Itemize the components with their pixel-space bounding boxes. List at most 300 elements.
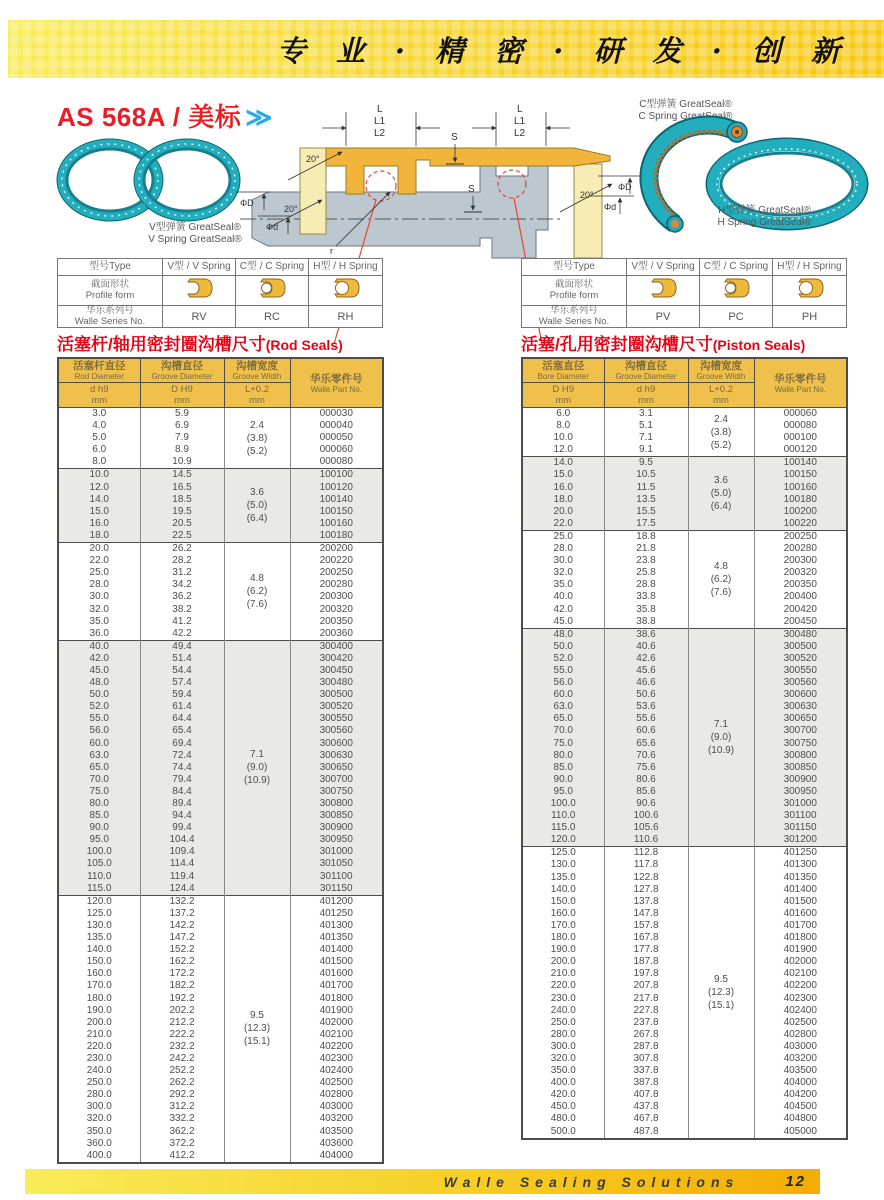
table-row	[58, 1126, 383, 1138]
table-row	[522, 762, 847, 774]
profile-header-v: V型 / V Spring	[627, 259, 700, 276]
diameter-cell: 8.0	[58, 456, 140, 469]
groove-diameter-cell: 227.8	[604, 1005, 688, 1017]
diameter-cell: 140.0	[58, 944, 140, 956]
table-row	[58, 579, 383, 591]
part-no-cell: 200400	[754, 591, 847, 603]
diameter-cell: 130.0	[58, 920, 140, 932]
diameter-cell: 120.0	[58, 895, 140, 908]
table-row	[58, 640, 383, 653]
diameter-cell: 36.0	[58, 628, 140, 641]
diameter-cell: 110.0	[58, 871, 140, 883]
part-no-cell: 402300	[754, 993, 847, 1005]
table-row	[522, 469, 847, 481]
size-group	[58, 543, 383, 641]
groove-diameter-cell: 25.8	[604, 567, 688, 579]
diameter-cell: 75.0	[58, 786, 140, 798]
groove-diameter-cell: 65.4	[140, 725, 224, 737]
table-row	[58, 956, 383, 968]
table-row	[522, 884, 847, 896]
size-group	[522, 457, 847, 531]
c-spring-caption-cn: C型弹簧 GreatSeal®	[639, 99, 732, 110]
table-row	[58, 980, 383, 992]
groove-diameter-cell: 9.1	[604, 444, 688, 457]
diameter-cell: 105.0	[58, 858, 140, 870]
diameter-cell: 280.0	[522, 1029, 604, 1041]
part-no-cell: 300800	[754, 750, 847, 762]
table-row	[522, 482, 847, 494]
diameter-cell: 80.0	[522, 750, 604, 762]
groove-diameter-cell: 79.4	[140, 774, 224, 786]
diameter-cell: 56.0	[522, 677, 604, 689]
diameter-cell: 135.0	[522, 872, 604, 884]
phi-d-left: ΦD	[240, 198, 254, 208]
groove-diameter-cell: 222.2	[140, 1029, 224, 1041]
groove-diameter-cell: 50.6	[604, 689, 688, 701]
part-no-cell: 300550	[290, 713, 383, 725]
part-no-cell: 100150	[754, 469, 847, 481]
diameter-cell: 60.0	[58, 738, 140, 750]
table-row	[522, 628, 847, 641]
table-row	[522, 1029, 847, 1041]
table-row	[58, 993, 383, 1005]
h-spring-caption-en: H Spring GreatSeal®	[717, 217, 812, 228]
part-no-cell: 000080	[754, 420, 847, 432]
groove-diameter-cell: 6.9	[140, 420, 224, 432]
table-row	[522, 420, 847, 432]
groove-diameter-cell: 84.4	[140, 786, 224, 798]
groove-diameter-cell: 60.6	[604, 725, 688, 737]
table-row	[58, 932, 383, 944]
diameter-cell: 90.0	[522, 774, 604, 786]
table-row	[58, 762, 383, 774]
groove-diameter-cell: 172.2	[140, 968, 224, 980]
piston-seals-title-en: (Piston Seals)	[712, 337, 806, 353]
column-subheader: L+0.2 mm	[224, 383, 290, 408]
table-row	[522, 408, 847, 421]
table-row	[522, 518, 847, 531]
groove-diameter-cell: 137.8	[604, 896, 688, 908]
table-row	[58, 1041, 383, 1053]
groove-diameter-cell: 110.6	[604, 834, 688, 847]
table-row	[522, 1077, 847, 1089]
diameter-cell: 90.0	[58, 822, 140, 834]
part-no-cell: 300500	[290, 689, 383, 701]
groove-diameter-cell: 18.8	[604, 530, 688, 543]
part-no-cell: 200220	[290, 555, 383, 567]
diameter-cell: 500.0	[522, 1126, 604, 1139]
diameter-cell: 320.0	[58, 1113, 140, 1125]
table-row	[58, 920, 383, 932]
series-ph: PH	[773, 306, 847, 328]
table-row	[522, 579, 847, 591]
part-no-cell: 401800	[754, 932, 847, 944]
banner-slogan: 专 业 · 精 密 · 研 发 · 创 新	[276, 33, 850, 68]
part-no-cell: 200300	[290, 591, 383, 603]
table-row	[58, 469, 383, 482]
groove-diameter-cell: 104.4	[140, 834, 224, 846]
groove-diameter-cell: 45.6	[604, 665, 688, 677]
groove-diameter-cell: 51.4	[140, 653, 224, 665]
diameter-cell: 180.0	[58, 993, 140, 1005]
table-row	[522, 701, 847, 713]
part-no-cell: 402100	[754, 968, 847, 980]
part-no-cell: 401700	[754, 920, 847, 932]
groove-diameter-cell: 217.8	[604, 993, 688, 1005]
table-row	[58, 883, 383, 896]
v-profile-icon	[184, 276, 214, 300]
part-no-cell: 403200	[290, 1113, 383, 1125]
part-no-cell: 200200	[290, 543, 383, 556]
groove-diameter-cell: 41.2	[140, 616, 224, 628]
profile-form-en: Profile form	[549, 289, 599, 301]
part-no-cell: 200250	[290, 567, 383, 579]
table-row	[522, 810, 847, 822]
groove-diameter-cell: 437.8	[604, 1101, 688, 1113]
groove-width-cell: 7.1 (9.0) (10.9)	[688, 628, 754, 847]
diameter-cell: 6.0	[58, 444, 140, 456]
groove-diameter-cell: 38.8	[604, 616, 688, 629]
groove-diameter-cell: 34.2	[140, 579, 224, 591]
part-no-cell: 300630	[290, 750, 383, 762]
table-row	[522, 530, 847, 543]
table-row	[522, 786, 847, 798]
groove-diameter-cell: 207.8	[604, 980, 688, 992]
groove-diameter-cell: 152.2	[140, 944, 224, 956]
part-no-cell: 000080	[290, 456, 383, 469]
part-no-cell: 402800	[290, 1089, 383, 1101]
groove-diameter-cell: 26.2	[140, 543, 224, 556]
part-no-cell: 404200	[754, 1089, 847, 1101]
profile-header-h: H型 / H Spring	[309, 259, 383, 276]
table-row	[58, 653, 383, 665]
table-row	[58, 482, 383, 494]
diameter-cell: 4.0	[58, 420, 140, 432]
groove-width-cell: 4.8 (6.2) (7.6)	[688, 530, 754, 628]
table-row	[58, 420, 383, 432]
groove-diameter-cell: 11.5	[604, 482, 688, 494]
part-no-cell: 200280	[754, 543, 847, 555]
groove-diameter-cell: 105.6	[604, 822, 688, 834]
series-rc: RC	[236, 306, 309, 328]
table-row	[58, 1113, 383, 1125]
diameter-cell: 240.0	[58, 1065, 140, 1077]
table-row	[58, 444, 383, 456]
part-no-cell: 401900	[290, 1005, 383, 1017]
part-no-cell: 000060	[290, 444, 383, 456]
groove-width-cell: 7.1 (9.0) (10.9)	[224, 640, 290, 895]
part-no-cell: 402300	[290, 1053, 383, 1065]
profile-form-label	[522, 276, 627, 306]
diameter-cell: 25.0	[58, 567, 140, 579]
rod-seals-title	[57, 330, 343, 355]
groove-diameter-cell: 124.4	[140, 883, 224, 896]
column-header: 沟槽直径 Groove Diameter	[604, 358, 688, 383]
groove-diameter-cell: 487.8	[604, 1126, 688, 1139]
c-profile-icon	[721, 276, 751, 300]
part-no-cell: 401200	[290, 895, 383, 908]
groove-diameter-cell: 292.2	[140, 1089, 224, 1101]
groove-diameter-cell: 13.5	[604, 494, 688, 506]
groove-diameter-cell: 19.5	[140, 506, 224, 518]
v-spring-caption-cn: V型弹簧 GreatSeal®	[149, 222, 241, 233]
part-no-cell: 300850	[290, 810, 383, 822]
table-row	[58, 689, 383, 701]
diameter-cell: 22.0	[58, 555, 140, 567]
part-no-cell: 300560	[290, 725, 383, 737]
phi-d-small-right: Φd	[604, 202, 617, 212]
groove-diameter-cell: 33.8	[604, 591, 688, 603]
table-row	[522, 494, 847, 506]
groove-diameter-cell: 237.8	[604, 1017, 688, 1029]
groove-width-cell: 3.6 (5.0) (6.4)	[224, 469, 290, 543]
table-row	[522, 543, 847, 555]
table-row	[58, 1029, 383, 1041]
table-row	[522, 1005, 847, 1017]
size-group	[522, 530, 847, 628]
diameter-cell: 230.0	[522, 993, 604, 1005]
size-group	[58, 469, 383, 543]
part-no-cell: 405000	[754, 1126, 847, 1139]
table-row	[522, 956, 847, 968]
table-row	[58, 908, 383, 920]
table-row	[522, 555, 847, 567]
groove-width-cell: 9.5 (12.3) (15.1)	[224, 895, 290, 1163]
part-no-cell: 100160	[290, 518, 383, 530]
part-no-cell: 300400	[290, 640, 383, 653]
table-row	[522, 653, 847, 665]
groove-diameter-cell: 7.9	[140, 432, 224, 444]
table-row	[58, 1101, 383, 1113]
series-no-label	[58, 306, 163, 328]
part-no-cell: 402500	[290, 1077, 383, 1089]
groove-diameter-cell: 109.4	[140, 846, 224, 858]
part-no-cell: 300650	[290, 762, 383, 774]
diameter-cell: 250.0	[522, 1017, 604, 1029]
part-no-cell: 403200	[754, 1053, 847, 1065]
part-no-cell: 300700	[290, 774, 383, 786]
column-header: 沟槽宽度 Groove Width	[688, 358, 754, 383]
groove-diameter-cell: 262.2	[140, 1077, 224, 1089]
table-row	[58, 1053, 383, 1065]
part-no-cell: 403600	[290, 1138, 383, 1150]
table-row	[58, 834, 383, 846]
diameter-cell: 28.0	[58, 579, 140, 591]
diameter-cell: 450.0	[522, 1101, 604, 1113]
part-no-cell: 402000	[290, 1017, 383, 1029]
part-no-cell: 300950	[754, 786, 847, 798]
groove-diameter-cell: 3.1	[604, 408, 688, 421]
diameter-cell: 110.0	[522, 810, 604, 822]
diameter-cell: 190.0	[58, 1005, 140, 1017]
groove-diameter-cell: 80.6	[604, 774, 688, 786]
diameter-cell: 48.0	[522, 628, 604, 641]
part-no-cell: 100140	[754, 457, 847, 470]
groove-diameter-cell: 16.5	[140, 482, 224, 494]
diameter-cell: 10.0	[522, 432, 604, 444]
groove-diameter-cell: 74.4	[140, 762, 224, 774]
groove-width-cell: 2.4 (3.8) (5.2)	[688, 408, 754, 457]
series-pc: PC	[700, 306, 773, 328]
groove-diameter-cell: 332.2	[140, 1113, 224, 1125]
diameter-cell: 170.0	[522, 920, 604, 932]
table-row	[522, 750, 847, 762]
diameter-cell: 300.0	[522, 1041, 604, 1053]
part-no-cell: 100150	[290, 506, 383, 518]
part-no-cell: 100120	[290, 482, 383, 494]
diameter-cell: 95.0	[58, 834, 140, 846]
groove-diameter-cell: 147.8	[604, 908, 688, 920]
diameter-cell: 3.0	[58, 408, 140, 421]
table-row	[522, 847, 847, 860]
table-row	[522, 725, 847, 737]
part-no-cell: 301100	[290, 871, 383, 883]
part-no-cell: 403500	[754, 1065, 847, 1077]
part-no-cell: 401800	[290, 993, 383, 1005]
table-row	[58, 1017, 383, 1029]
groove-diameter-cell: 61.4	[140, 701, 224, 713]
groove-diameter-cell: 38.6	[604, 628, 688, 641]
part-no-cell: 200420	[754, 604, 847, 616]
table-row	[522, 993, 847, 1005]
title-arrows-icon: ≫	[245, 102, 273, 132]
series-rv: RV	[163, 306, 236, 328]
groove-diameter-cell: 65.6	[604, 738, 688, 750]
diameter-cell: 63.0	[58, 750, 140, 762]
table-row	[522, 896, 847, 908]
groove-diameter-cell: 40.6	[604, 641, 688, 653]
dim-label-l1-2nd: L1	[514, 116, 526, 127]
diameter-cell: 180.0	[522, 932, 604, 944]
part-no-cell: 000120	[754, 444, 847, 457]
groove-diameter-cell: 242.2	[140, 1053, 224, 1065]
groove-diameter-cell: 17.5	[604, 518, 688, 531]
diameter-cell: 80.0	[58, 798, 140, 810]
groove-diameter-cell: 147.2	[140, 932, 224, 944]
radius-label: r	[330, 246, 333, 256]
table-row	[522, 432, 847, 444]
table-row	[522, 1017, 847, 1029]
part-no-cell: 301000	[290, 846, 383, 858]
table-row	[58, 725, 383, 737]
footer-bar	[25, 1169, 820, 1194]
part-no-cell: 300500	[754, 641, 847, 653]
table-row	[522, 1041, 847, 1053]
diameter-cell: 50.0	[58, 689, 140, 701]
column-subheader: D H9 mm	[140, 383, 224, 408]
column-header: 沟槽直径 Groove Diameter	[140, 358, 224, 383]
groove-diameter-cell: 162.2	[140, 956, 224, 968]
groove-diameter-cell: 202.2	[140, 1005, 224, 1017]
dim-label-l2: L2	[374, 128, 386, 139]
part-no-cell: 000100	[754, 432, 847, 444]
part-no-cell: 402800	[754, 1029, 847, 1041]
table-row	[522, 822, 847, 834]
part-no-cell: 401250	[290, 908, 383, 920]
groove-diameter-cell: 142.2	[140, 920, 224, 932]
table-row	[58, 858, 383, 870]
part-no-cell: 404800	[754, 1113, 847, 1125]
part-no-cell: 000030	[290, 408, 383, 421]
part-no-cell: 300900	[754, 774, 847, 786]
dim-label-s1: S	[451, 132, 458, 143]
diameter-cell: 350.0	[58, 1126, 140, 1138]
groove-diameter-cell: 15.5	[604, 506, 688, 518]
diameter-cell: 210.0	[522, 968, 604, 980]
part-no-cell: 401600	[290, 968, 383, 980]
diameter-cell: 28.0	[522, 543, 604, 555]
groove-width-cell: 3.6 (5.0) (6.4)	[688, 457, 754, 531]
part-no-cell: 301050	[290, 858, 383, 870]
piston-seals-title-cn: 活塞/孔用密封圈沟槽尺寸	[521, 335, 713, 354]
diameter-cell: 30.0	[58, 591, 140, 603]
table-row	[522, 774, 847, 786]
diameter-cell: 115.0	[58, 883, 140, 896]
diameter-cell: 35.0	[58, 616, 140, 628]
diameter-cell: 14.0	[58, 494, 140, 506]
groove-diameter-cell: 94.4	[140, 810, 224, 822]
groove-diameter-cell: 132.2	[140, 895, 224, 908]
h-profile-icon	[795, 276, 825, 300]
groove-diameter-cell: 5.9	[140, 408, 224, 421]
diameter-cell: 20.0	[58, 543, 140, 556]
table-row	[58, 665, 383, 677]
part-no-cell: 401250	[754, 847, 847, 860]
part-no-cell: 000050	[290, 432, 383, 444]
table-row	[58, 786, 383, 798]
diameter-cell: 100.0	[522, 798, 604, 810]
groove-diameter-cell: 307.8	[604, 1053, 688, 1065]
part-no-cell: 300630	[754, 701, 847, 713]
part-no-cell: 401300	[290, 920, 383, 932]
diameter-cell: 52.0	[58, 701, 140, 713]
table-row	[58, 408, 383, 421]
column-header: 沟槽宽度 Groove Width	[224, 358, 290, 383]
part-no-cell: 000040	[290, 420, 383, 432]
diameter-cell: 10.0	[58, 469, 140, 482]
groove-diameter-cell: 59.4	[140, 689, 224, 701]
diameter-cell: 400.0	[58, 1150, 140, 1163]
profile-header-v: V型 / V Spring	[163, 259, 236, 276]
size-group	[58, 408, 383, 469]
diameter-cell: 55.0	[58, 713, 140, 725]
groove-diameter-cell: 9.5	[604, 457, 688, 470]
table-row	[58, 677, 383, 689]
diameter-cell: 125.0	[522, 847, 604, 860]
groove-diameter-cell: 14.5	[140, 469, 224, 482]
groove-diameter-cell: 69.4	[140, 738, 224, 750]
diameter-cell: 45.0	[522, 616, 604, 629]
part-no-cell: 300950	[290, 834, 383, 846]
part-no-cell: 401400	[290, 944, 383, 956]
part-no-cell: 403000	[754, 1041, 847, 1053]
profile-header-type: 型号Type	[522, 259, 627, 276]
groove-diameter-cell: 467.8	[604, 1113, 688, 1125]
c-spring-caption-en: C Spring GreatSeal®	[638, 111, 733, 122]
table-row	[522, 738, 847, 750]
table-row	[522, 1065, 847, 1077]
groove-diameter-cell: 114.4	[140, 858, 224, 870]
part-no-cell: 300750	[754, 738, 847, 750]
size-group	[522, 847, 847, 1139]
groove-diameter-cell: 157.8	[604, 920, 688, 932]
table-row	[58, 895, 383, 908]
groove-diameter-cell: 75.6	[604, 762, 688, 774]
table-row	[58, 1150, 383, 1163]
groove-diameter-cell: 28.8	[604, 579, 688, 591]
part-no-cell: 100200	[754, 506, 847, 518]
table-row	[58, 494, 383, 506]
